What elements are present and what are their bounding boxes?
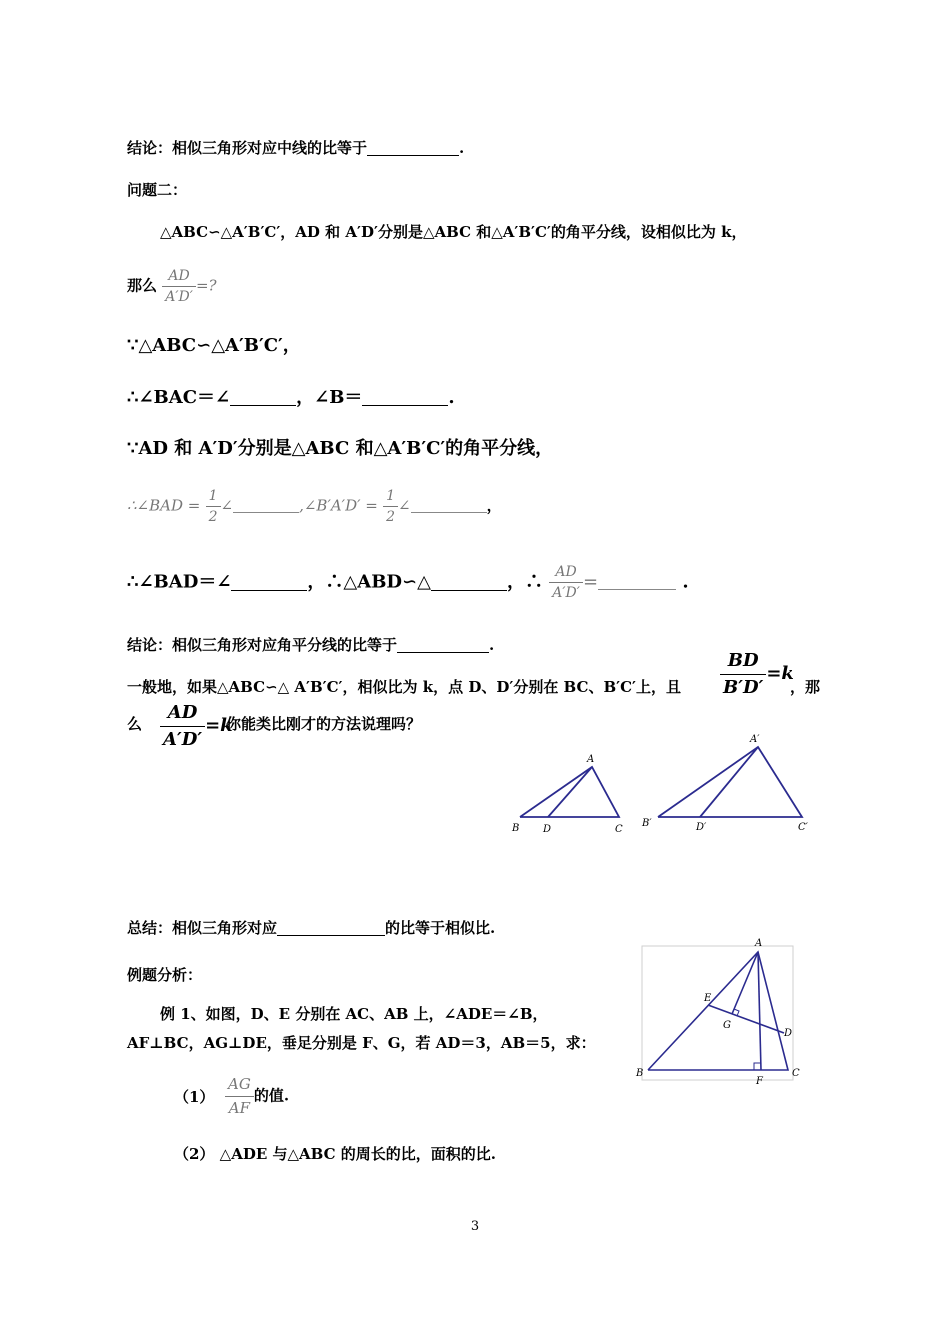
label-f: F [756, 1076, 763, 1087]
label-d: D [543, 824, 552, 835]
label-c: C [792, 1068, 800, 1079]
fraction-ag-over-af: $\frac{AG}{AF}$ [225, 1073, 254, 1120]
conclusion-bisector: 结论：相似三角形对应角平分线的比等于 . [127, 636, 495, 654]
segment-ag [732, 952, 758, 1014]
step-because-1: ∵△ABC∽△A′B′C′， [127, 335, 301, 356]
answer-blank[interactable] [598, 575, 676, 590]
step-therefore-1: ∴∠BAC＝∠ ，∠B＝ . [127, 387, 455, 408]
answer-blank[interactable] [231, 574, 307, 591]
step-final: ∴∠BAD＝∠ ，∴△ABD∽△ ，∴ $\frac{AD}{A'D'}$ = . [127, 564, 689, 601]
question-2: （2） △ADE 与△ABC 的周长的比，面积的比. [174, 1145, 497, 1163]
step-because-2: ∵AD 和 A′D′分别是△ABC 和△A′B′C′的角平分线， [127, 438, 554, 459]
label-b: B [636, 1068, 644, 1079]
general-line-2: 你能类比刚才的方法说理吗？ [226, 715, 422, 733]
problem2-title: 问题二： [127, 181, 188, 199]
question-1-expr: $\frac{AG}{AF}$ 的值. [225, 1073, 289, 1120]
example-title: 例题分析： [127, 966, 203, 984]
label-c: C [615, 824, 623, 835]
problem2-question: 那么 $\frac{AD}{A'D'}$ =? [127, 268, 217, 305]
answer-blank[interactable] [431, 574, 507, 591]
summary: 总结：相似三角形对应 的比等于相似比. [127, 919, 496, 937]
example1-line2: AF⊥BC，AG⊥DE，垂足分别是 F、G，若 AD＝3，AB＝5，求： [127, 1034, 596, 1052]
problem2-statement: △ABC∽△A′B′C′，AD 和 A′D′分别是△ABC 和△A′B′C′的角平分线，设相似比为 k， [160, 223, 747, 241]
fraction-one-half: $\frac{1}{2}$ [206, 486, 221, 527]
conclusion-median: 结论：相似三角形对应中线的比等于 . [127, 139, 465, 157]
label-b: B [512, 823, 520, 834]
label-c1: C′ [798, 822, 808, 833]
page-number: 3 [470, 1219, 480, 1234]
answer-blank[interactable] [230, 389, 296, 406]
step-half-angle: ∴∠BAD = $\frac{1}{2}$ ∠ ,∠B′A′D′ = $\frac{1}{2}$ ∠ ， [127, 488, 502, 525]
answer-blank[interactable] [362, 389, 448, 406]
answer-blank[interactable] [277, 919, 385, 936]
segment-af [758, 952, 761, 1070]
fraction-ad-over-a1d1: $\frac{AD}{A'D'}$ [549, 562, 583, 603]
figure-example-1 [630, 935, 810, 1090]
answer-blank[interactable] [233, 498, 299, 513]
figure-triangle-abc [505, 745, 635, 840]
example1-line1: 例 1、如图，D、E 分别在 AC、AB 上，∠ADE＝∠B， [160, 1005, 548, 1023]
general-fraction-ad: $\frac{AD}{A'D'}$ =k [160, 700, 233, 753]
figure-triangle-a1b1c1 [640, 728, 820, 838]
label-g: G [723, 1020, 731, 1031]
answer-blank[interactable] [397, 636, 489, 653]
label-d: D [784, 1028, 793, 1039]
general-line-2-prefix: 么 [127, 715, 143, 733]
label-a: A [755, 938, 763, 949]
general-line-1-end: ，那 [790, 678, 821, 696]
general-line-1: 一般地，如果△ABC∽△ A′B′C′，相似比为 k，点 D、D′分别在 BC、B′C′上，且 [127, 678, 681, 696]
fraction-one-half: $\frac{1}{2}$ [383, 486, 398, 527]
label-a1: A′ [750, 734, 760, 745]
general-fraction-bd: $\frac{BD}{B'D'}$ =k [720, 648, 794, 701]
label-b1: B′ [642, 818, 652, 829]
figure-frame [642, 946, 793, 1080]
label-a: A [587, 754, 595, 765]
label-e: E [704, 993, 712, 1004]
right-angle-f [754, 1063, 761, 1070]
label-d1: D′ [696, 822, 707, 833]
fraction-ad-over-a1d1: $\frac{AD}{A'D'}$ [162, 266, 196, 307]
answer-blank[interactable] [411, 498, 487, 513]
answer-blank[interactable] [367, 139, 459, 156]
question-1: （1） [174, 1088, 215, 1106]
triangle-abc [648, 952, 788, 1070]
